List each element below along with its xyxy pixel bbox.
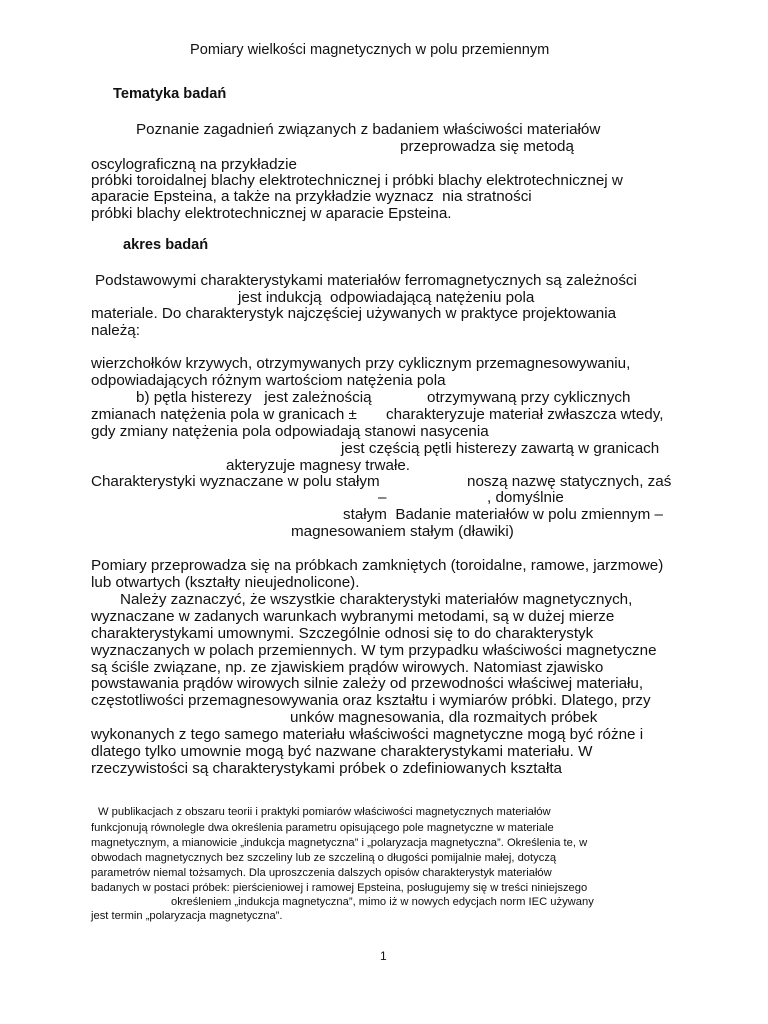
text-line: wykonanych z tego samego materiału właściwości magnetyczne mogą być różne i — [91, 726, 644, 743]
text-line: aparacie Epsteina, a także na przykładzie wyznacz nia stratności — [91, 188, 532, 205]
text-line: Podstawowymi charakterystykami materiałów ferromagnetycznych są zależności — [95, 272, 637, 289]
text-line: gdy zmiany natężenia pola odpowiadają stanowi nasycenia — [91, 423, 489, 440]
footnote-line: badanych w postaci próbek: pierścieniowej i ramowej Epsteina, posługujemy się w treści niniejszego — [91, 882, 588, 894]
text-line: częstotliwości przemagnesowywania oraz kształtu i wymiarów próbki. Dlatego, przy — [91, 692, 651, 709]
text-line: powstawania prądów wirowych silnie zależy od przewodności właściwej materiału, — [91, 675, 644, 692]
text-line: materiale. Do charakterystyk najczęściej używanych w praktyce projektowania — [91, 305, 617, 322]
text-line: unków magnesowania, dla rozmaitych próbek — [290, 709, 598, 726]
footnote-line: magnetycznym, a mianowicie „indukcja magnetyczna” i „polaryzacja magnetyczna”. Określenia te, w — [91, 837, 588, 849]
page-title: Pomiary wielkości magnetycznych w polu przemiennym — [190, 42, 550, 58]
text-line: próbki blachy elektrotechnicznej w aparacie Epsteina. — [91, 205, 452, 222]
text-line: wyznaczanych w polach przemiennych. W tym przypadku właściwości magnetyczne — [91, 642, 657, 659]
text-line: charakteryzuje materiał zwłaszcza wtedy, — [386, 406, 664, 423]
text-line: jest indukcją odpowiadającą natężeniu pola — [238, 289, 535, 306]
section-heading-tematyka: Tematyka badań — [113, 86, 227, 102]
footnote-line: funkcjonują równolegle dwa określenia parametru opisującego pole magnetyczne w materiale — [91, 822, 554, 834]
text-line: Charakterystyki wyznaczane w polu stałym — [91, 473, 380, 490]
footnote-line: obwodach magnetycznych bez szczeliny lub ze szczeliną o długości pomijalnie małej, dotyczą — [91, 852, 557, 864]
text-line: wierzchołków krzywych, otrzymywanych przy cyklicznym przemagnesowywaniu, — [91, 355, 631, 372]
text-line: próbki toroidalnej blachy elektrotechnicznej i próbki blachy elektrotechnicznej w — [91, 172, 623, 189]
text-line: oscylograficzną na przykładzie — [91, 156, 297, 173]
text-line: odpowiadających różnym wartościom natężenia pola — [91, 372, 446, 389]
text-line: Poznanie zagadnień związanych z badaniem właściwości materiałów — [136, 121, 601, 138]
text-line: magnesowaniem stałym (dławiki) — [291, 523, 514, 540]
page-number: 1 — [380, 949, 387, 963]
footnote-line: W publikacjach z obszaru teorii i praktyki pomiarów właściwości magnetycznych materiałów — [98, 806, 551, 818]
text-line: zmianach natężenia pola w granicach ± — [91, 406, 357, 423]
text-line: są ściśle związane, np. ze zjawiskiem prądów wirowych. Natomiast zjawisko — [91, 659, 604, 676]
text-line: otrzymywaną przy cyklicznych — [427, 389, 631, 406]
footnote-line: parametrów niemal tożsamych. Dla uproszczenia dalszych opisów charakterystyk materiałów — [91, 867, 552, 879]
text-line: akteryzuje magnesy trwałe. — [226, 457, 411, 474]
text-line: lub otwartych (kształty nieujednolicone). — [91, 574, 360, 591]
text-line: Należy zaznaczyć, że wszystkie charakterystyki materiałów magnetycznych, — [120, 591, 633, 608]
text-line: charakterystykami umownymi. Szczególnie odnosi się to do charakterystyk — [91, 625, 594, 642]
text-line: należą: — [91, 322, 140, 339]
text-line: rzeczywistości są charakterystykami próbek o zdefiniowanych kształta — [91, 760, 562, 777]
text-line: stałym Badanie materiałów w polu zmiennym – — [343, 506, 663, 523]
text-line: noszą nazwę statycznych, zaś — [467, 473, 672, 490]
section-heading-zakres: akres badań — [123, 237, 209, 253]
footnote-line: określeniem „indukcja magnetyczna”, mimo iż w nowych edycjach norm IEC używany — [171, 896, 594, 908]
text-line: Pomiary przeprowadza się na próbkach zamkniętych (toroidalne, ramowe, jarzmowe) — [91, 557, 664, 574]
footnote-line: jest termin „polaryzacja magnetyczna”. — [91, 910, 283, 922]
text-line: przeprowadza się metodą — [400, 138, 574, 155]
text-line: – — [378, 489, 387, 506]
text-line: wyznaczane w zadanych warunkach wybranymi metodami, są w dużej mierze — [91, 608, 615, 625]
text-line: b) pętla histerezy jest zależnością — [136, 389, 372, 406]
text-line: dlatego tylko umownie mogą być nazwane charakterystykami materiału. W — [91, 743, 593, 760]
text-line: , domyślnie — [487, 489, 564, 506]
text-line: jest częścią pętli histerezy zawartą w granicach — [341, 440, 660, 457]
